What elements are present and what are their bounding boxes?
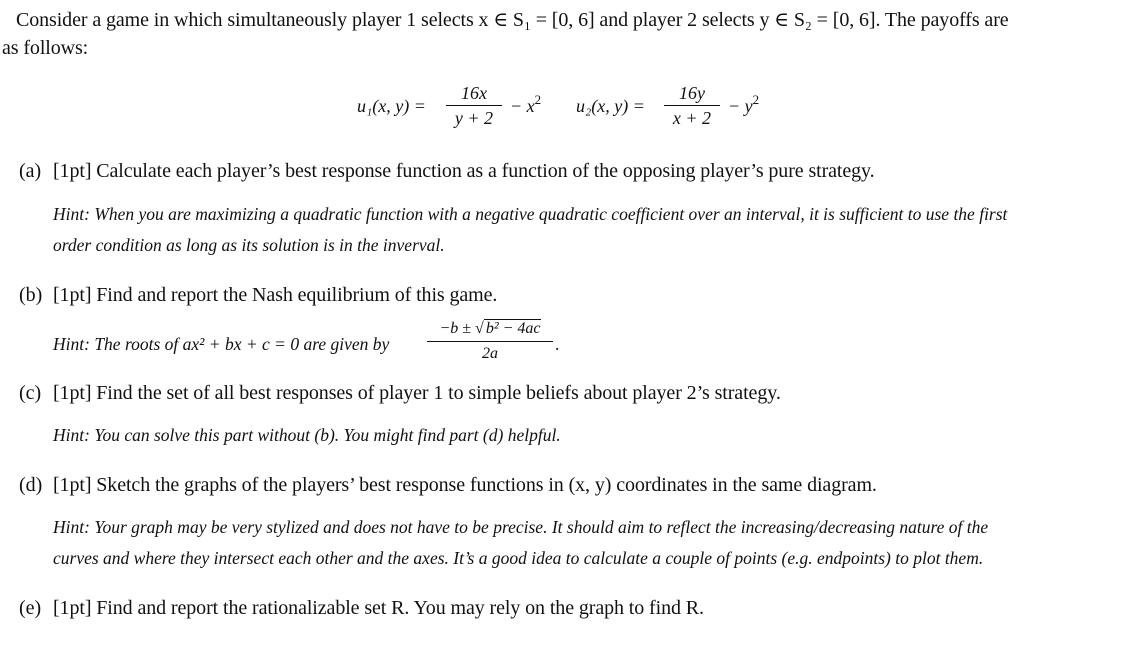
quadratic-numerator: −b ± √ b² − 4ac [439,320,541,337]
u1-lhs: u₁(x, y) = [357,96,426,116]
part-e-text: [1pt] Find and report the rationalizable set R. You may rely on the graph to find R. [53,597,704,619]
u2-numerator: 16y [679,83,705,103]
u2-lhs: u₂(x, y) = [576,96,645,116]
part-c-hint: Hint: You can solve this part without (b). You might find part (d) helpful. [53,425,561,445]
quadratic-formula [427,318,553,365]
part-a-hint-line-1: Hint: When you are maximizing a quadratic function with a negative quadratic coefficient over an interval, it is sufficient to use the first [53,204,1008,224]
part-a-text: [1pt] Calculate each player’s best response function as a function of the opposing player’s pure strategy. [53,160,875,182]
u1-numerator: 16x [461,83,487,103]
part-a-label: (a) [19,160,42,182]
part-b-hint-period: . [555,334,560,354]
intro-line-2: as follows: [2,37,89,59]
part-b-text: [1pt] Find and report the Nash equilibrium of this game. [53,284,498,306]
part-d-text: [1pt] Sketch the graphs of the players’ best response functions in (x, y) coordinates in the same diagram. [53,474,877,496]
part-b-hint: Hint: The roots of ax² + bx + c = 0 are given by [53,334,390,354]
part-d-hint-line-2: curves and where they intersect each other and the axes. It’s a good idea to calculate a couple of points (e.g. endpoints) to plot them. [53,548,984,568]
intro-line-1: Consider a game in which simultaneously player 1 selects x ∈ S₁ = [0, 6] and player 2 selects y ∈ S₂ = [0, 6]. The payoffs are [16,9,1009,31]
u2-fraction [664,82,720,129]
part-d-hint-line-1: Hint: Your graph may be very stylized and does not have to be precise. It should aim to reflect the increasing/decreasing nature of the [53,517,989,537]
part-a-hint-line-2: order condition as long as its solution is in the inverval. [53,235,445,255]
u1-fraction [446,82,502,129]
u2-denominator: x + 2 [672,108,712,128]
part-d-label: (d) [19,474,43,496]
u1-tail: − $x^2$ [510,92,542,116]
quadratic-denominator: 2a [482,345,498,362]
part-b-label: (b) [19,284,43,306]
part-c-label: (c) [19,382,42,404]
part-c-text: [1pt] Find the set of all best responses of player 1 to simple beliefs about player 2’s strategy. [53,382,781,404]
part-e-label: (e) [19,597,42,619]
u2-tail: − $y^2$ [728,92,760,116]
u1-denominator: y + 2 [454,108,494,128]
